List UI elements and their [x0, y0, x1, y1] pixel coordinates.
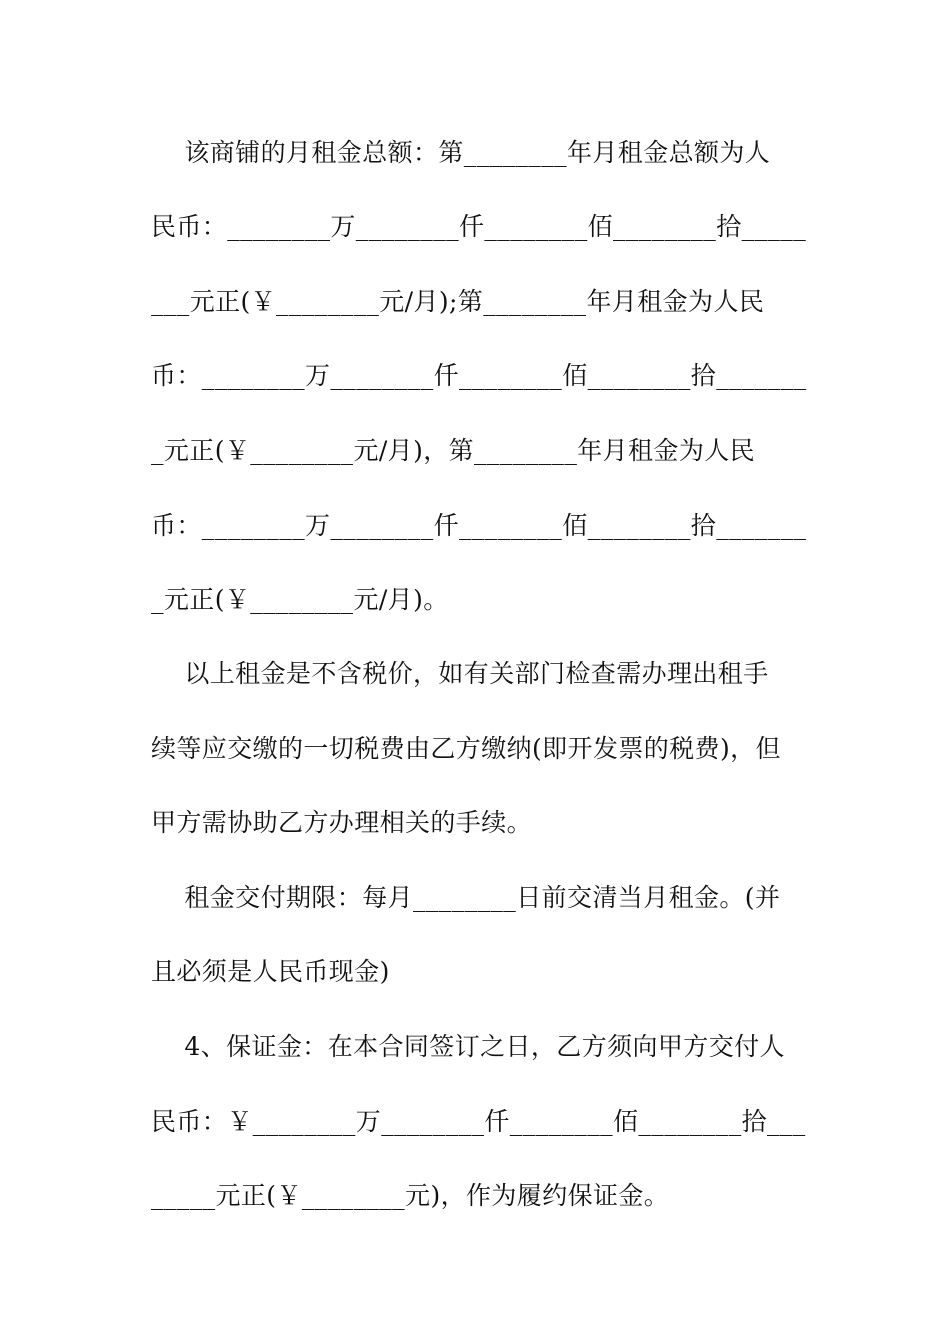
tax-clause-line-2: 续等应交缴的一切税费由乙方缴纳(即开发票的税费)，但	[151, 734, 781, 763]
deposit-clause-line-1: 4、保证金：在本合同签订之日，乙方须向甲方交付人	[151, 1032, 785, 1061]
payment-deadline-line-2: 且必须是人民币现金)	[151, 957, 390, 986]
tax-clause-line-3: 甲方需协助乙方办理相关的手续。	[151, 808, 533, 837]
rent-total-line-7: _元正(￥________元/月)。	[151, 585, 449, 614]
rent-total-line-2: 民币：________万________仟________佰________拾_____	[151, 212, 807, 241]
rent-total-line-6: 币：________万________仟________佰________拾_______	[151, 511, 807, 540]
rent-total-line-3: ___元正(￥________元/月);第________年月租金为人民	[151, 287, 765, 316]
payment-deadline-line-1: 租金交付期限：每月________日前交清当月租金。(并	[151, 883, 781, 912]
deposit-clause-line-2: 民币：￥________万________仟________佰________拾___	[151, 1107, 806, 1136]
tax-clause-line-1: 以上租金是不含税价，如有关部门检查需办理出租手	[151, 659, 769, 688]
rent-total-line-5: _元正(￥________元/月)，第________年月租金为人民	[151, 436, 756, 465]
rent-total-line-1: 该商铺的月租金总额：第________年月租金总额为人	[151, 138, 771, 167]
deposit-clause-line-3: _____元正(￥________元)，作为履约保证金。	[151, 1181, 670, 1210]
rent-total-line-4: 币：________万________仟________佰________拾_______	[151, 361, 807, 390]
